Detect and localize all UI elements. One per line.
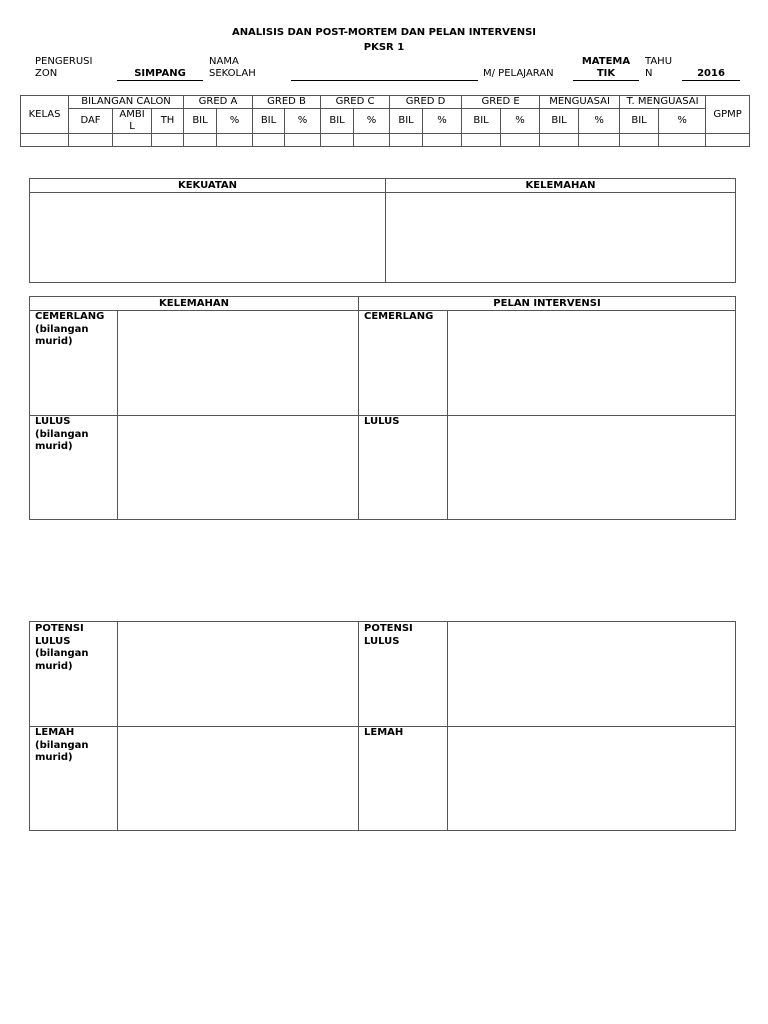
col-gred-b: GRED B xyxy=(253,96,321,109)
tahun-field[interactable]: 2016 xyxy=(682,68,740,81)
col-menguasai: MENGUASAI xyxy=(540,96,620,109)
lulus-label-right: LULUS xyxy=(364,416,400,427)
cemerlang-label: CEMERLANG (bilangan murid) xyxy=(35,311,105,347)
page-subtitle: PKSR 1 xyxy=(363,42,405,53)
potensi-lemah-box xyxy=(29,621,736,831)
col-a-pct: % xyxy=(217,109,253,134)
pengerusi-label: PENGERUSI ZON xyxy=(35,56,93,79)
col-a-bil: BIL xyxy=(184,109,217,134)
col-kelas: KELAS xyxy=(21,96,69,134)
kelemahan-header-2: KELEMAHAN xyxy=(159,298,229,309)
col-t-menguasai-bil: BIL xyxy=(620,109,659,134)
potensi-lulus-kelemahan-field[interactable] xyxy=(118,622,358,726)
lulus-label: LULUS (bilangan murid) xyxy=(35,416,89,452)
lemah-label-right: LEMAH xyxy=(364,727,404,738)
col-c-bil: BIL xyxy=(321,109,354,134)
col-ambil: AMBI L xyxy=(113,109,152,134)
col-b-pct: % xyxy=(285,109,321,134)
lulus-pelan-field[interactable] xyxy=(448,416,735,519)
lemah-label: LEMAH (bilangan murid) xyxy=(35,727,89,763)
col-e-bil: BIL xyxy=(462,109,501,134)
kekuatan-header: KEKUATAN xyxy=(177,180,238,191)
kekuatan-field[interactable] xyxy=(30,193,385,282)
col-bilangan-calon: BILANGAN CALON xyxy=(69,96,184,109)
col-menguasai-bil: BIL xyxy=(540,109,579,134)
cemerlang-label-right: CEMERLANG xyxy=(364,311,434,322)
potensi-lulus-pelan-field[interactable] xyxy=(448,622,735,726)
nama-sekolah-label: NAMA SEKOLAH xyxy=(209,56,256,79)
lulus-kelemahan-field[interactable] xyxy=(118,416,358,519)
lemah-kelemahan-field[interactable] xyxy=(118,727,358,830)
col-d-pct: % xyxy=(423,109,462,134)
col-c-pct: % xyxy=(354,109,390,134)
mata-pelajaran-label: M/ PELAJARAN xyxy=(483,68,554,79)
zon-field[interactable]: SIMPANG xyxy=(117,68,203,81)
cemerlang-pelan-field[interactable] xyxy=(448,311,735,415)
tahun-label: TAHU N xyxy=(645,56,673,79)
results-table xyxy=(20,95,750,147)
kelemahan-header: KELEMAHAN xyxy=(525,180,596,191)
col-d-bil: BIL xyxy=(390,109,423,134)
col-gred-e: GRED E xyxy=(462,96,540,109)
col-th: TH xyxy=(152,109,184,134)
kekuatan-kelemahan-box xyxy=(29,178,736,283)
col-e-pct: % xyxy=(501,109,540,134)
potensi-lulus-label-right: POTENSI LULUS xyxy=(364,623,413,647)
col-t-menguasai-pct: % xyxy=(659,109,706,134)
col-gred-c: GRED C xyxy=(321,96,390,109)
col-gred-a: GRED A xyxy=(184,96,253,109)
kelemahan-pelan-box xyxy=(29,296,736,520)
mata-pelajaran-field[interactable]: MATEMA TIK xyxy=(573,56,639,81)
pelan-intervensi-header: PELAN INTERVENSI xyxy=(493,298,601,309)
col-gred-d: GRED D xyxy=(390,96,462,109)
col-menguasai-pct: % xyxy=(579,109,620,134)
kelemahan-field[interactable] xyxy=(386,193,735,282)
col-gpmp: GPMP xyxy=(706,96,750,134)
cemerlang-kelemahan-field[interactable] xyxy=(118,311,358,415)
page-title: ANALISIS DAN POST-MORTEM DAN PELAN INTERVENSI xyxy=(231,27,537,38)
col-daf: DAF xyxy=(69,109,113,134)
col-t-menguasai: T. MENGUASAI xyxy=(620,96,706,109)
table-row[interactable] xyxy=(21,134,750,147)
lemah-pelan-field[interactable] xyxy=(448,727,735,830)
col-b-bil: BIL xyxy=(253,109,285,134)
nama-sekolah-field[interactable] xyxy=(291,68,478,81)
potensi-lulus-label: POTENSI LULUS (bilangan murid) xyxy=(35,623,89,672)
